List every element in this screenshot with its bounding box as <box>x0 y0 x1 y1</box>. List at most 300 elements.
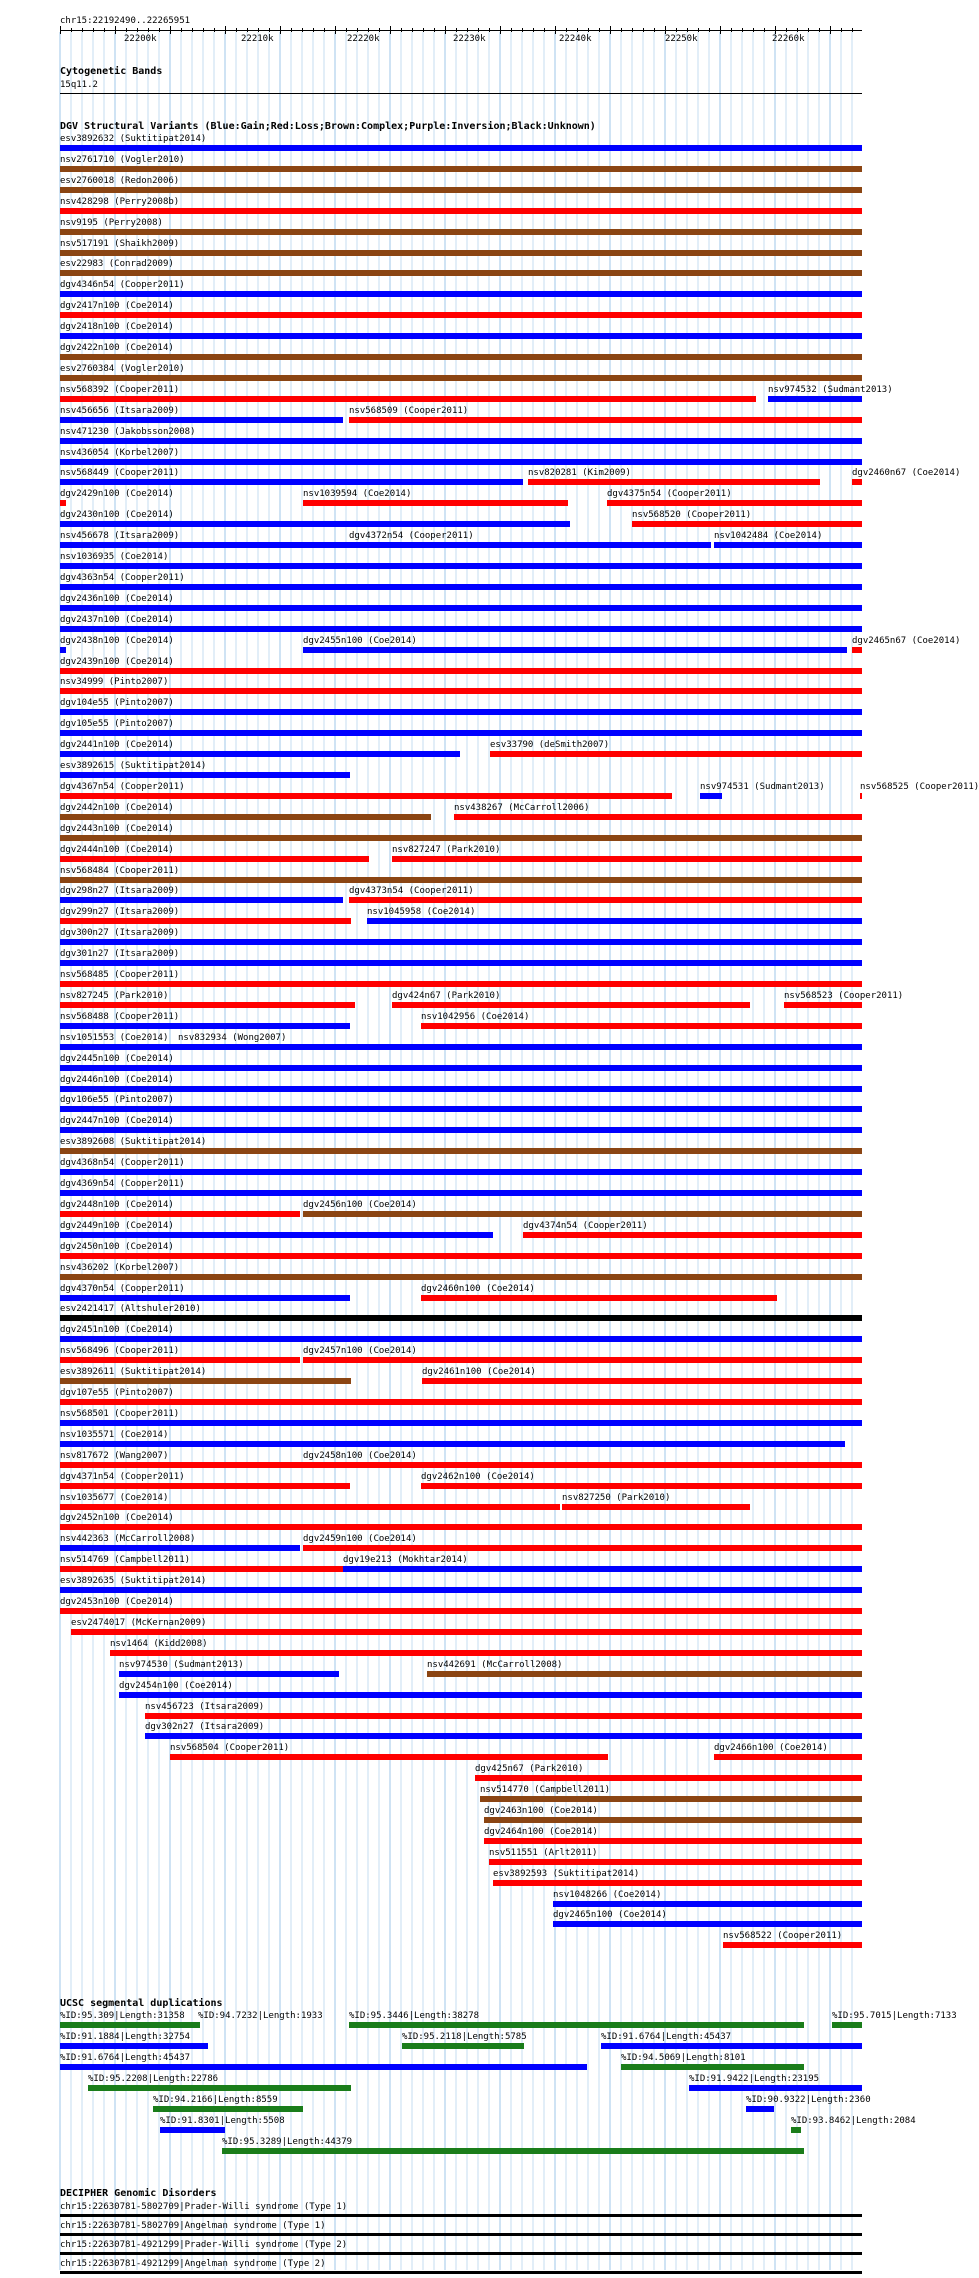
variant-label[interactable]: nsv471230 (Jakobsson2008) <box>60 427 196 437</box>
variant-bar-red[interactable] <box>852 479 862 485</box>
variant-label[interactable]: nsv9195 (Perry2008) <box>60 218 163 228</box>
variant-label[interactable]: nsv1035571 (Coe2014) <box>60 1430 169 1440</box>
variant-label[interactable]: dgv2460n67 (Coe2014) <box>852 468 961 478</box>
variant-bar-red[interactable] <box>303 1357 862 1363</box>
variant-bar-blue[interactable] <box>60 459 862 465</box>
variant-label[interactable]: dgv2429n100 (Coe2014) <box>60 489 174 499</box>
variant-bar-blue[interactable] <box>60 1232 493 1238</box>
variant-bar-red[interactable] <box>170 1754 608 1760</box>
variant-label[interactable]: dgv4368n54 (Cooper2011) <box>60 1158 185 1168</box>
disorder-label[interactable]: chr15:22630781-4921299|Angelman syndrome (Type 2) <box>60 2259 326 2269</box>
variant-bar-red[interactable] <box>60 1462 305 1468</box>
variant-bar-blue[interactable] <box>60 730 862 736</box>
variant-bar-brown[interactable] <box>60 1378 351 1384</box>
variant-bar-blue[interactable] <box>60 939 862 945</box>
segdup-label[interactable]: %ID:95.3289|Length:44379 <box>222 2137 353 2147</box>
variant-label[interactable]: nsv517191 (Shaikh2009) <box>60 239 180 249</box>
variant-bar-red[interactable] <box>60 1524 862 1530</box>
variant-label[interactable]: dgv2443n100 (Coe2014) <box>60 824 174 834</box>
variant-label[interactable]: nsv568488 (Cooper2011) <box>60 1012 180 1022</box>
variant-bar-blue[interactable] <box>60 647 66 653</box>
variant-label[interactable]: nsv456656 (Itsara2009) <box>60 406 180 416</box>
segdup-label[interactable]: %ID:91.6764|Length:45437 <box>601 2032 732 2042</box>
variant-bar-blue[interactable] <box>60 145 862 151</box>
segdup-label[interactable]: %ID:95.2118|Length:5785 <box>402 2032 527 2042</box>
variant-bar-blue[interactable] <box>60 521 570 527</box>
variant-label[interactable]: dgv302n27 (Itsara2009) <box>145 1722 265 1732</box>
variant-label[interactable]: nsv456678 (Itsara2009) <box>60 531 180 541</box>
variant-bar-blue[interactable] <box>714 542 862 548</box>
variant-label[interactable]: dgv2459n100 (Coe2014) <box>303 1534 417 1544</box>
variant-label[interactable]: nsv974532 (Sudmant2013) <box>768 385 893 395</box>
variant-bar-red[interactable] <box>303 500 568 506</box>
variant-bar-red[interactable] <box>60 1357 300 1363</box>
segdup-bar[interactable] <box>60 2064 587 2070</box>
variant-label[interactable]: dgv2422n100 (Coe2014) <box>60 343 174 353</box>
variant-bar-red[interactable] <box>60 1483 350 1489</box>
variant-label[interactable]: nsv1048266 (Coe2014) <box>553 1890 662 1900</box>
variant-label[interactable]: dgv2456n100 (Coe2014) <box>303 1200 417 1210</box>
ruler-tick <box>225 26 226 34</box>
variant-label[interactable]: dgv2452n100 (Coe2014) <box>60 1513 174 1523</box>
segdup-label[interactable]: %ID:91.9422|Length:23195 <box>689 2074 820 2084</box>
variant-label[interactable]: dgv301n27 (Itsara2009) <box>60 949 180 959</box>
variant-bar-blue[interactable] <box>60 1086 862 1092</box>
variant-label[interactable]: dgv2448n100 (Coe2014) <box>60 1200 174 1210</box>
variant-label[interactable]: dgv104e55 (Pinto2007) <box>60 698 174 708</box>
variant-label[interactable]: esv2760018 (Redon2006) <box>60 176 180 186</box>
variant-label[interactable]: dgv2446n100 (Coe2014) <box>60 1075 174 1085</box>
variant-label[interactable]: esv22983 (Conrad2009) <box>60 259 174 269</box>
disorder-bar[interactable] <box>60 2252 862 2255</box>
variant-label[interactable]: dgv106e55 (Pinto2007) <box>60 1095 174 1105</box>
variant-label[interactable]: nsv827250 (Park2010) <box>562 1493 671 1503</box>
cytoband-track[interactable] <box>60 93 862 94</box>
variant-label[interactable]: nsv428298 (Perry2008b) <box>60 197 180 207</box>
segdup-bar[interactable] <box>153 2106 303 2112</box>
variant-label[interactable]: dgv2463n100 (Coe2014) <box>484 1806 598 1816</box>
ruler-tick <box>797 28 798 32</box>
disorder-label[interactable]: chr15:22630781-5802709|Angelman syndrome (Type 1) <box>60 2221 326 2231</box>
variant-bar-blue[interactable] <box>119 1692 862 1698</box>
variant-label[interactable]: dgv2466n100 (Coe2014) <box>714 1743 828 1753</box>
segdup-label[interactable]: %ID:95.2208|Length:22786 <box>88 2074 219 2084</box>
variant-bar-blue[interactable] <box>119 1671 339 1677</box>
variant-label[interactable]: dgv105e55 (Pinto2007) <box>60 719 174 729</box>
variant-label[interactable]: nsv568449 (Cooper2011) <box>60 468 180 478</box>
variant-bar-red[interactable] <box>60 500 66 506</box>
variant-label[interactable]: dgv2465n67 (Coe2014) <box>852 636 961 646</box>
segdup-bar[interactable] <box>791 2127 801 2133</box>
variant-bar-blue[interactable] <box>700 793 722 799</box>
variant-bar-red[interactable] <box>349 897 862 903</box>
variant-bar-red[interactable] <box>60 1566 343 1572</box>
variant-bar-blue[interactable] <box>60 417 343 423</box>
variant-bar-red[interactable] <box>421 1483 862 1489</box>
variant-bar-red[interactable] <box>860 793 862 799</box>
variant-bar-brown[interactable] <box>427 1671 862 1677</box>
variant-label[interactable]: dgv2465n100 (Coe2014) <box>553 1910 667 1920</box>
variant-bar-red[interactable] <box>714 1754 862 1760</box>
variant-bar-red[interactable] <box>392 1002 750 1008</box>
variant-label[interactable]: dgv2449n100 (Coe2014) <box>60 1221 174 1231</box>
variant-bar-blue[interactable] <box>60 1065 862 1071</box>
variant-bar-red[interactable] <box>60 396 756 402</box>
variant-bar-blue[interactable] <box>60 1106 862 1112</box>
variant-label[interactable]: nsv1051553 (Coe2014) <box>60 1033 169 1043</box>
variant-label[interactable]: nsv1035677 (Coe2014) <box>60 1493 169 1503</box>
variant-bar-brown[interactable] <box>60 270 862 276</box>
variant-label[interactable]: nsv456723 (Itsara2009) <box>145 1702 265 1712</box>
segdup-bar[interactable] <box>88 2085 351 2091</box>
segdup-bar[interactable] <box>349 2022 804 2028</box>
variant-label[interactable]: dgv2417n100 (Coe2014) <box>60 301 174 311</box>
variant-label[interactable]: nsv436202 (Korbel2007) <box>60 1263 180 1273</box>
variant-label[interactable]: nsv1039594 (Coe2014) <box>303 489 412 499</box>
variant-bar-red[interactable] <box>60 688 862 694</box>
variant-bar-brown[interactable] <box>480 1796 862 1802</box>
variant-label[interactable]: dgv2460n100 (Coe2014) <box>421 1284 535 1294</box>
variant-label[interactable]: esv3892615 (Suktitipat2014) <box>60 761 207 771</box>
segdup-bar[interactable] <box>689 2085 862 2091</box>
variant-label[interactable]: nsv34999 (Pinto2007) <box>60 677 169 687</box>
variant-label[interactable]: nsv568525 (Cooper2011) <box>860 782 979 792</box>
variant-bar-blue[interactable] <box>60 1441 845 1447</box>
variant-bar-red[interactable] <box>562 1504 750 1510</box>
variant-label[interactable]: dgv2438n100 (Coe2014) <box>60 636 174 646</box>
variant-label[interactable]: dgv2447n100 (Coe2014) <box>60 1116 174 1126</box>
variant-label[interactable]: nsv1036935 (Coe2014) <box>60 552 169 562</box>
variant-bar-blue[interactable] <box>60 479 523 485</box>
variant-label[interactable]: dgv4369n54 (Cooper2011) <box>60 1179 185 1189</box>
variant-label[interactable]: nsv832934 (Wong2007) <box>178 1033 287 1043</box>
ruler-tick <box>126 28 127 32</box>
segdup-label[interactable]: %ID:91.1884|Length:32754 <box>60 2032 191 2042</box>
variant-bar-blue[interactable] <box>60 960 862 966</box>
variant-bar-red[interactable] <box>60 1399 862 1405</box>
segdup-label[interactable]: %ID:95.7015|Length:7133 <box>832 2011 957 2021</box>
variant-bar-red[interactable] <box>632 521 862 527</box>
variant-label[interactable]: dgv4346n54 (Cooper2011) <box>60 280 185 290</box>
segdup-bar[interactable] <box>60 2022 180 2028</box>
variant-label[interactable]: nsv442363 (McCarroll2008) <box>60 1534 196 1544</box>
variant-label[interactable]: esv3892611 (Suktitipat2014) <box>60 1367 207 1377</box>
ruler-tick-label: 22250k <box>665 34 698 44</box>
variant-label[interactable]: esv2474017 (McKernan2009) <box>71 1618 207 1628</box>
segdup-bar[interactable] <box>222 2148 804 2154</box>
variant-label[interactable]: nsv568523 (Cooper2011) <box>784 991 904 1001</box>
variant-bar-red[interactable] <box>528 479 820 485</box>
segdup-label[interactable]: %ID:91.8301|Length:5508 <box>160 2116 285 2126</box>
variant-label[interactable]: dgv2461n100 (Coe2014) <box>422 1367 536 1377</box>
variant-label[interactable]: nsv568392 (Cooper2011) <box>60 385 180 395</box>
segdup-bar[interactable] <box>402 2043 524 2049</box>
segdup-label[interactable]: %ID:94.7232|Length:1933 <box>198 2011 323 2021</box>
variant-label[interactable]: dgv2462n100 (Coe2014) <box>421 1472 535 1482</box>
variant-bar-blue[interactable] <box>553 1921 862 1927</box>
variant-label[interactable]: nsv511551 (Arlt2011) <box>489 1848 598 1858</box>
variant-bar-brown[interactable] <box>60 877 862 883</box>
variant-bar-blue[interactable] <box>367 918 862 924</box>
variant-bar-blue[interactable] <box>60 1190 862 1196</box>
variant-bar-blue[interactable] <box>60 1420 862 1426</box>
segdup-label[interactable]: %ID:95.3446|Length:38278 <box>349 2011 480 2021</box>
variant-label[interactable]: esv2760384 (Vogler2010) <box>60 364 185 374</box>
ruler-tick <box>599 28 600 32</box>
variant-label[interactable]: dgv2418n100 (Coe2014) <box>60 322 174 332</box>
variant-label[interactable]: dgv2439n100 (Coe2014) <box>60 657 174 667</box>
variant-label[interactable]: dgv2453n100 (Coe2014) <box>60 1597 174 1607</box>
variant-label[interactable]: nsv568501 (Cooper2011) <box>60 1409 180 1419</box>
variant-bar-brown[interactable] <box>60 1148 862 1154</box>
variant-bar-blue[interactable] <box>60 751 460 757</box>
variant-bar-blue[interactable] <box>60 1127 862 1133</box>
variant-label[interactable]: nsv568485 (Cooper2011) <box>60 970 180 980</box>
variant-bar-red[interactable] <box>60 1211 300 1217</box>
ruler-tick <box>621 28 622 32</box>
variant-label[interactable]: dgv2464n100 (Coe2014) <box>484 1827 598 1837</box>
segdup-label[interactable]: %ID:91.6764|Length:45437 <box>60 2053 191 2063</box>
variant-label[interactable]: dgv2437n100 (Coe2014) <box>60 615 174 625</box>
variant-bar-brown[interactable] <box>60 166 862 172</box>
variant-label[interactable]: nsv442691 (McCarroll2008) <box>427 1660 563 1670</box>
variant-bar-red[interactable] <box>60 668 862 674</box>
variant-bar-brown[interactable] <box>60 187 862 193</box>
variant-label[interactable]: nsv827245 (Park2010) <box>60 991 169 1001</box>
variant-label[interactable]: dgv2442n100 (Coe2014) <box>60 803 174 813</box>
variant-label[interactable]: dgv4363n54 (Cooper2011) <box>60 573 185 583</box>
variant-bar-red[interactable] <box>145 1713 862 1719</box>
variant-label[interactable]: esv2421417 (Altshuler2010) <box>60 1304 201 1314</box>
variant-bar-black[interactable] <box>60 1315 862 1321</box>
ruler-tick <box>390 26 391 34</box>
segdup-label[interactable]: %ID:90.9322|Length:2360 <box>746 2095 871 2105</box>
variant-label[interactable]: nsv817672 (Wang2007) <box>60 1451 169 1461</box>
variant-bar-blue[interactable] <box>303 647 847 653</box>
variant-label[interactable]: nsv2761710 (Vogler2010) <box>60 155 185 165</box>
variant-label[interactable]: nsv974531 (Sudmant2013) <box>700 782 825 792</box>
variant-bar-blue[interactable] <box>60 605 862 611</box>
variant-bar-red[interactable] <box>71 1629 862 1635</box>
variant-bar-red[interactable] <box>349 417 862 423</box>
variant-label[interactable]: nsv568509 (Cooper2011) <box>349 406 469 416</box>
variant-bar-brown[interactable] <box>60 1274 862 1280</box>
variant-label[interactable]: esv3892593 (Suktitipat2014) <box>493 1869 640 1879</box>
variant-bar-red[interactable] <box>421 1023 862 1029</box>
variant-bar-red[interactable] <box>392 856 862 862</box>
cytoband-label[interactable]: 15q11.2 <box>60 80 98 90</box>
variant-bar-blue[interactable] <box>60 1169 862 1175</box>
ruler-tick <box>159 28 160 32</box>
variant-bar-red[interactable] <box>489 1859 862 1865</box>
variant-bar-blue[interactable] <box>60 291 862 297</box>
variant-bar-brown[interactable] <box>60 229 862 235</box>
variant-bar-brown[interactable] <box>60 375 862 381</box>
disorder-bar[interactable] <box>60 2233 862 2236</box>
variant-label[interactable]: dgv425n67 (Park2010) <box>475 1764 584 1774</box>
variant-label[interactable]: dgv4375n54 (Cooper2011) <box>607 489 732 499</box>
variant-bar-brown[interactable] <box>484 1817 862 1823</box>
ruler-tick <box>632 28 633 32</box>
segdup-bar[interactable] <box>60 2043 208 2049</box>
variant-label[interactable]: dgv4372n54 (Cooper2011) <box>349 531 474 541</box>
variant-bar-red[interactable] <box>60 1504 560 1510</box>
variant-bar-brown[interactable] <box>60 354 862 360</box>
variant-bar-blue[interactable] <box>60 1044 180 1050</box>
variant-bar-blue[interactable] <box>60 897 343 903</box>
variant-label[interactable]: dgv107e55 (Pinto2007) <box>60 1388 174 1398</box>
variant-label[interactable]: dgv2444n100 (Coe2014) <box>60 845 174 855</box>
variant-label[interactable]: nsv1042956 (Coe2014) <box>421 1012 530 1022</box>
variant-label[interactable]: dgv2454n100 (Coe2014) <box>119 1681 233 1691</box>
variant-label[interactable]: dgv424n67 (Park2010) <box>392 991 501 1001</box>
variant-bar-red[interactable] <box>303 1545 862 1551</box>
variant-label[interactable]: dgv2455n100 (Coe2014) <box>303 636 417 646</box>
disorder-bar[interactable] <box>60 2271 862 2274</box>
variant-label[interactable]: dgv2451n100 (Coe2014) <box>60 1325 174 1335</box>
variant-bar-blue[interactable] <box>768 396 862 402</box>
variant-bar-red[interactable] <box>60 1253 862 1259</box>
variant-bar-red[interactable] <box>723 1942 862 1948</box>
variant-label[interactable]: nsv1045958 (Coe2014) <box>367 907 476 917</box>
ruler-tick <box>522 28 523 32</box>
variant-bar-blue[interactable] <box>60 1023 350 1029</box>
segdup-bar[interactable] <box>160 2127 225 2133</box>
variant-bar-blue[interactable] <box>60 709 862 715</box>
segdup-bar[interactable] <box>832 2022 862 2028</box>
variant-label[interactable]: dgv4370n54 (Cooper2011) <box>60 1284 185 1294</box>
variant-label[interactable]: dgv2458n100 (Coe2014) <box>303 1451 417 1461</box>
variant-label[interactable]: nsv974530 (Sudmant2013) <box>119 1660 244 1670</box>
variant-bar-blue[interactable] <box>178 1044 862 1050</box>
variant-bar-red[interactable] <box>607 500 862 506</box>
variant-bar-blue[interactable] <box>60 1545 300 1551</box>
variant-bar-red[interactable] <box>421 1295 777 1301</box>
ruler-tick <box>258 28 259 32</box>
variant-label[interactable]: nsv820281 (Kim2009) <box>528 468 631 478</box>
ruler-tick <box>236 28 237 32</box>
variant-bar-blue[interactable] <box>60 333 862 339</box>
segdup-label[interactable]: %ID:94.5069|Length:8101 <box>621 2053 746 2063</box>
variant-bar-red[interactable] <box>454 814 862 820</box>
ruler-tick <box>478 28 479 32</box>
variant-label[interactable]: esv3892608 (Suktitipat2014) <box>60 1137 207 1147</box>
variant-bar-brown[interactable] <box>60 835 862 841</box>
segdup-bar[interactable] <box>746 2106 774 2112</box>
disorder-bar[interactable] <box>60 2214 862 2217</box>
variant-bar-blue[interactable] <box>60 563 862 569</box>
variant-label[interactable]: nsv438267 (McCarroll2006) <box>454 803 590 813</box>
variant-label[interactable]: nsv1042484 (Coe2014) <box>714 531 823 541</box>
variant-label[interactable]: nsv568522 (Cooper2011) <box>723 1931 843 1941</box>
variant-bar-red[interactable] <box>422 1378 862 1384</box>
variant-bar-brown[interactable] <box>60 814 431 820</box>
segdup-bar[interactable] <box>621 2064 804 2070</box>
variant-bar-red[interactable] <box>110 1650 862 1656</box>
variant-bar-blue[interactable] <box>60 772 350 778</box>
variant-bar-red[interactable] <box>303 1462 862 1468</box>
variant-label[interactable]: nsv568504 (Cooper2011) <box>170 1743 290 1753</box>
variant-label[interactable]: esv3892635 (Suktitipat2014) <box>60 1576 207 1586</box>
variant-bar-blue[interactable] <box>553 1901 862 1907</box>
variant-label[interactable]: dgv19e213 (Mokhtar2014) <box>343 1555 468 1565</box>
variant-bar-blue[interactable] <box>343 1566 862 1572</box>
variant-bar-red[interactable] <box>852 647 862 653</box>
variant-label[interactable]: nsv1464 (Kidd2008) <box>110 1639 208 1649</box>
variant-label[interactable]: nsv514769 (Campbell2011) <box>60 1555 191 1565</box>
variant-bar-red[interactable] <box>60 981 862 987</box>
variant-label[interactable]: dgv4371n54 (Cooper2011) <box>60 1472 185 1482</box>
variant-bar-red[interactable] <box>60 793 672 799</box>
variant-bar-red[interactable] <box>784 1002 862 1008</box>
variant-label[interactable]: dgv4374n54 (Cooper2011) <box>523 1221 648 1231</box>
variant-bar-red[interactable] <box>60 918 351 924</box>
variant-bar-blue[interactable] <box>145 1733 862 1739</box>
disorder-label[interactable]: chr15:22630781-5802709|Prader-Willi syndrome (Type 1) <box>60 2202 348 2212</box>
ruler-tick <box>698 28 699 32</box>
variant-label[interactable]: nsv568496 (Cooper2011) <box>60 1346 180 1356</box>
variant-label[interactable]: nsv568520 (Cooper2011) <box>632 510 752 520</box>
variant-bar-red[interactable] <box>60 1608 862 1614</box>
variant-label[interactable]: dgv299n27 (Itsara2009) <box>60 907 180 917</box>
variant-bar-red[interactable] <box>60 856 369 862</box>
variant-label[interactable]: nsv568484 (Cooper2011) <box>60 866 180 876</box>
variant-bar-red[interactable] <box>490 751 862 757</box>
variant-label[interactable]: nsv514770 (Campbell2011) <box>480 1785 611 1795</box>
variant-bar-blue[interactable] <box>60 1336 862 1342</box>
variant-bar-brown[interactable] <box>303 1211 862 1217</box>
segdup-label[interactable]: %ID:95.309|Length:31358 <box>60 2011 185 2021</box>
variant-bar-red[interactable] <box>484 1838 862 1844</box>
variant-label[interactable]: dgv4373n54 (Cooper2011) <box>349 886 474 896</box>
variant-bar-red[interactable] <box>60 1002 355 1008</box>
variant-label[interactable]: dgv2445n100 (Coe2014) <box>60 1054 174 1064</box>
variant-label[interactable]: dgv2450n100 (Coe2014) <box>60 1242 174 1252</box>
segdup-bar[interactable] <box>178 2022 200 2028</box>
variant-bar-blue[interactable] <box>60 1587 862 1593</box>
variant-label[interactable]: dgv4367n54 (Cooper2011) <box>60 782 185 792</box>
variant-bar-red[interactable] <box>475 1775 862 1781</box>
variant-label[interactable]: dgv300n27 (Itsara2009) <box>60 928 180 938</box>
variant-label[interactable]: dgv2441n100 (Coe2014) <box>60 740 174 750</box>
variant-bar-red[interactable] <box>60 312 862 318</box>
variant-bar-red[interactable] <box>523 1232 862 1238</box>
variant-bar-red[interactable] <box>60 208 862 214</box>
variant-bar-blue[interactable] <box>60 438 862 444</box>
variant-bar-red[interactable] <box>493 1880 862 1886</box>
variant-label[interactable]: dgv2436n100 (Coe2014) <box>60 594 174 604</box>
variant-label[interactable]: dgv298n27 (Itsara2009) <box>60 886 180 896</box>
variant-bar-blue[interactable] <box>60 584 862 590</box>
variant-label[interactable]: esv3892632 (Suktitipat2014) <box>60 134 207 144</box>
variant-bar-blue[interactable] <box>349 542 711 548</box>
variant-bar-brown[interactable] <box>60 250 862 256</box>
variant-label[interactable]: dgv2430n100 (Coe2014) <box>60 510 174 520</box>
variant-bar-blue[interactable] <box>60 1295 350 1301</box>
variant-bar-blue[interactable] <box>60 626 862 632</box>
variant-label[interactable]: esv33790 (deSmith2007) <box>490 740 610 750</box>
ruler-tick <box>808 28 809 32</box>
ruler-tick <box>335 26 336 34</box>
disorder-label[interactable]: chr15:22630781-4921299|Prader-Willi syndrome (Type 2) <box>60 2240 348 2250</box>
segdup-label[interactable]: %ID:93.8462|Length:2084 <box>791 2116 916 2126</box>
segdup-bar[interactable] <box>601 2043 862 2049</box>
variant-label[interactable]: nsv436054 (Korbel2007) <box>60 448 180 458</box>
variant-label[interactable]: dgv2457n100 (Coe2014) <box>303 1346 417 1356</box>
variant-label[interactable]: nsv827247 (Park2010) <box>392 845 501 855</box>
segdup-label[interactable]: %ID:94.2166|Length:8559 <box>153 2095 278 2105</box>
ruler-tick <box>291 28 292 32</box>
